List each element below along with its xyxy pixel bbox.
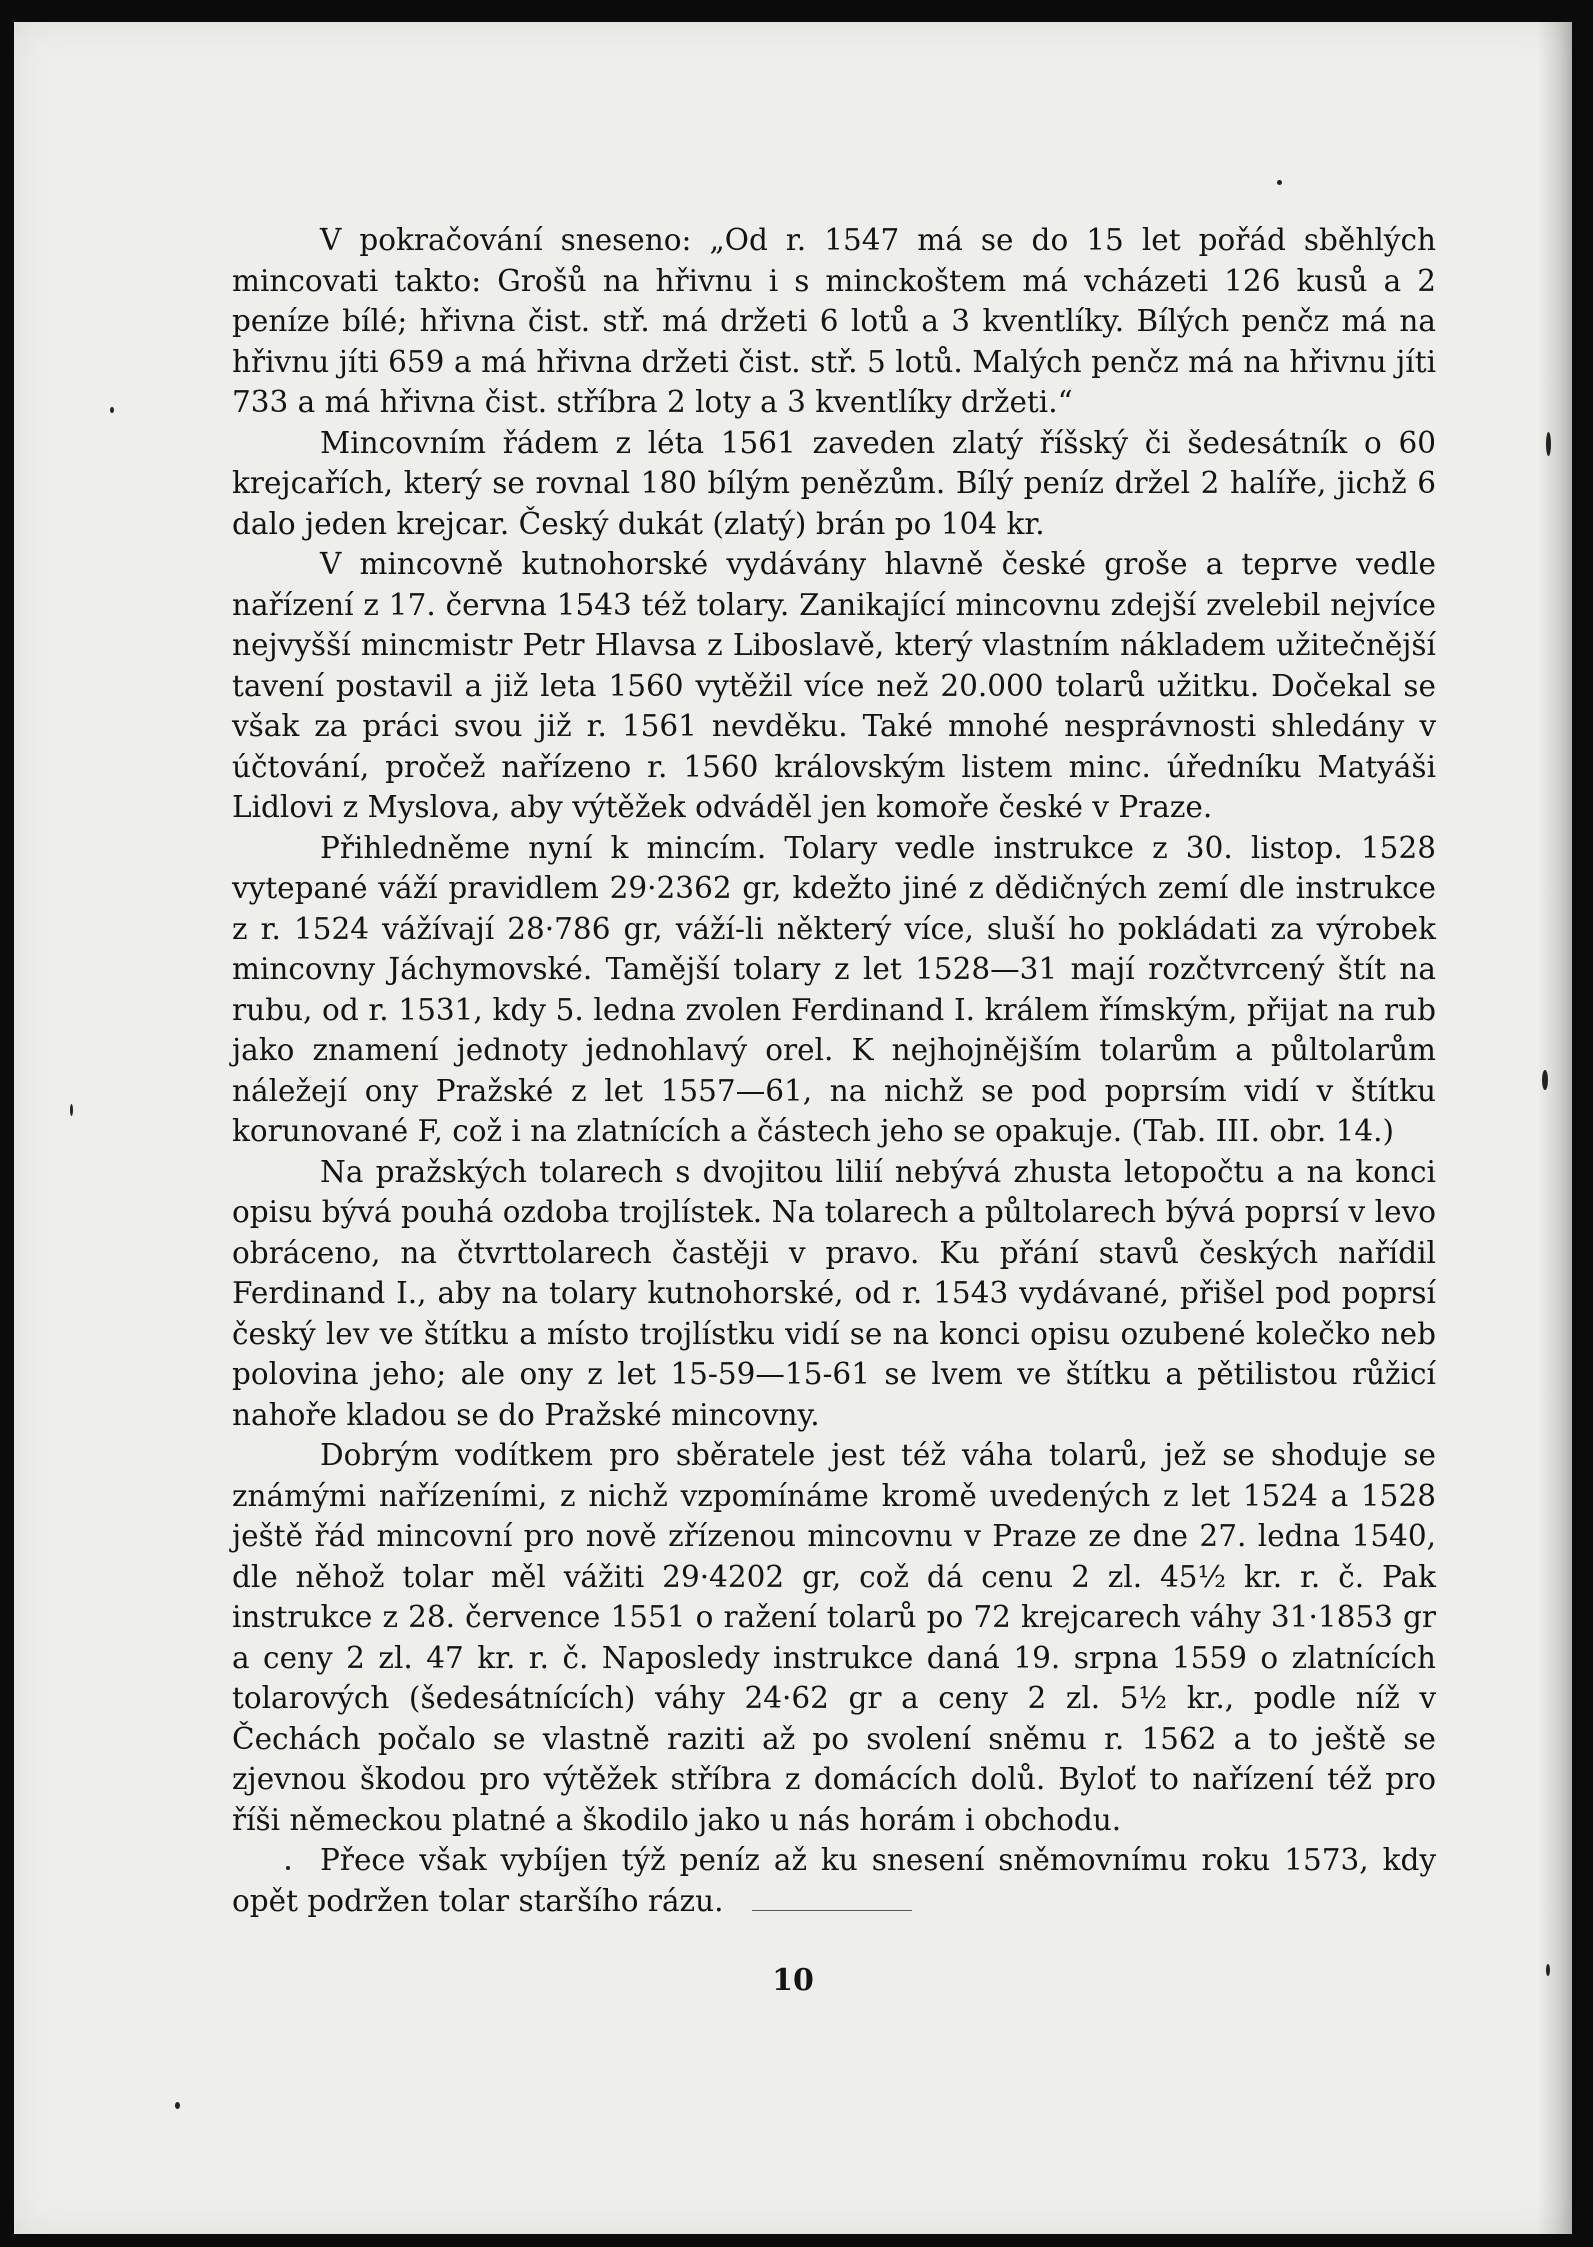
scan-speck	[286, 1866, 290, 1870]
scan-speck	[70, 1104, 73, 1116]
book-page	[14, 22, 1572, 2234]
page-spine-shadow	[1538, 22, 1572, 2234]
body-text	[232, 220, 1436, 1921]
paragraph-4: Přihledněme nyní k mincím. Tolary vedle instrukce z 30. listop. 1528 vytepané váží pravidlem 29·2362 gr, kdežto jiné z dědičných zemí dle instrukce z r. 1524 vážívají 28·786 gr, váží-li některý více, sluší ho pokládati za výrobek mincovny Jáchymovské. Tamější tolary z let 1528—31 mají rozčtvrcený štít na rubu, od r. 1531, kdy 5. ledna zvolen Ferdinand I. králem římským, přijat na rub jako znamení jednoty jednohlavý orel. K nejhojnějším tolarům a půltolarům náležejí ony Pražské z let 1557—61, na nichž se pod poprsím vidí v štítku korunované F, což i na zlatnících a částech jeho se opakuje. (Tab. III. obr. 14.)	[232, 830, 1436, 1148]
page-number: 10	[772, 1963, 814, 1998]
scan-speck	[1542, 1070, 1548, 1090]
paragraph-5: Na pražských tolarech s dvojitou lilií nebývá zhusta letopočtu a na konci opisu bývá pouhá ozdoba trojlístek. Na tolarech a půltolarech bývá poprsí v levo obráceno, na čtvrttolarech častěji v pravo. Ku přání stavů českých nařídil Ferdinand I., aby na tolary kutnohorské, od r. 1543 vydávané, přišel pod poprsí český lev ve štítku a místo trojlístku vidí se na konci opisu ozubené kolečko neb polovina jeho; ale ony z let 15-59—15-61 se lvem ve štítku a pětilistou růžicí nahoře kladou se do Pražské mincovny.	[232, 1154, 1436, 1432]
scan-speck	[1546, 1964, 1550, 1976]
paragraph-3: V mincovně kutnohorské vydávány hlavně české groše a teprve vedle nařízení z 17. června 1543 též tolary. Zanikající mincovnu zdejší zvelebil nejvíce nejvyšší mincmistr Petr Hlavsa z Liboslavě, který vlastním nákladem užitečnější tavení postavil a již leta 1560 vytěžil více než 20.000 tolarů užitku. Dočekal se však za práci svou již r. 1561 nevděku. Také mnohé nesprávnosti shledány v účtování, pročež nařízeno r. 1560 královským listem minc. úředníku Matyáši Lidlovi z Myslova, aby výtěžek odváděl jen komoře české v Praze.	[232, 547, 1436, 824]
scan-speck	[1546, 432, 1551, 456]
section-divider	[752, 1910, 912, 1911]
scan-speck	[110, 407, 114, 413]
paragraph-1: V pokračování sneseno: „Od r. 1547 má se do 15 let pořád sběhlých mincovati takto: Grošů na hřivnu i s minckoštem má vcházeti 126 kusů a 2 peníze bílé; hřivna čist. stř. má držeti 6 lotů a 3 kventlíky. Bílých penčz má na hřivnu jíti 659 a má hřivna držeti čist. stř. 5 lotů. Malých penčz má na hřivnu jíti 733 a má hřivna čist. stříbra 2 loty a 3 kventlíky držeti.“	[232, 223, 1436, 419]
paragraph-7: Přece však vybíjen týž peníz až ku snesení sněmovnímu roku 1573, kdy opět podržen tolar staršího rázu.	[232, 1843, 1436, 1918]
scan-speck	[175, 2102, 180, 2109]
scan-speck	[1277, 180, 1282, 185]
paragraph-2: Mincovním řádem z léta 1561 zaveden zlatý říšský či šedesátník o 60 krejcařích, který se rovnal 180 bílým penězům. Bílý peníz držel 2 halíře, jichž 6 dalo jeden krejcar. Český dukát (zlatý) brán po 104 kr.	[232, 425, 1436, 541]
paragraph-6: Dobrým vodítkem pro sběratele jest též váha tolarů, jež se shoduje se známými nařízeními, z nichž vzpomínáme kromě uvedených z let 1524 a 1528 ještě řád mincovní pro nově zřízenou mincovnu v Praze ze dne 27. ledna 1540, dle něhož tolar měl vážiti 29·4202 gr, což dá cenu 2 zl. 45½ kr. r. č. Pak instrukce z 28. července 1551 o ražení tolarů po 72 krejcarech váhy 31·1853 gr a ceny 2 zl. 47 kr. r. č. Naposledy instrukce daná 19. srpna 1559 o zlatnících tolarových (šedesátnících) váhy 24·62 gr a ceny 2 zl. 5½ kr., podle níž v Čechách počalo se vlastně raziti až po svolení sněmu r. 1562 a to ještě se zjevnou škodou pro výtěžek stříbra z domácích dolů. Byloť to nařízení též pro říši německou platné a škodilo jako u nás horám i obchodu.	[232, 1438, 1436, 1837]
